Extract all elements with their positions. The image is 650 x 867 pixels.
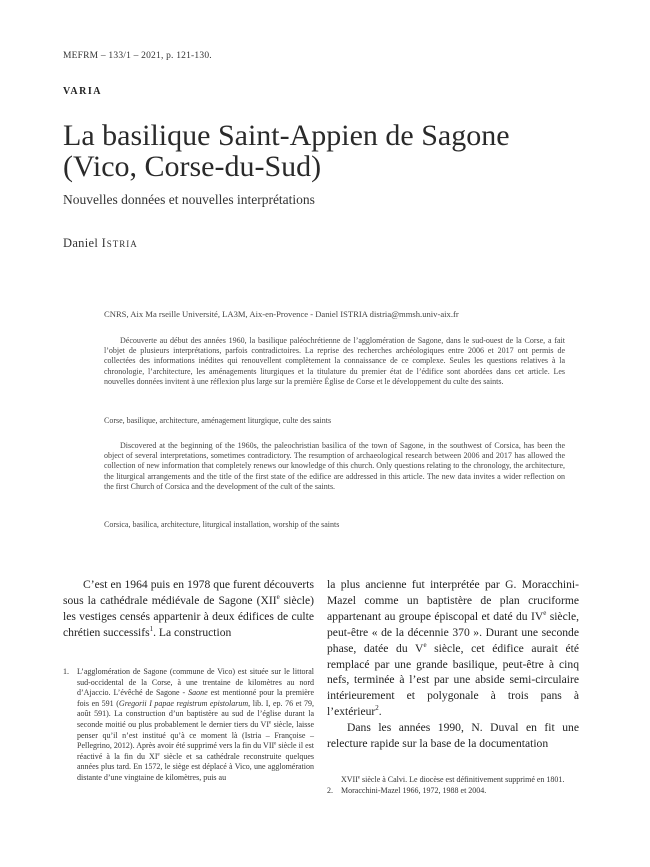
author-first-name: Daniel	[63, 236, 99, 250]
article-title-line1: La basilique Saint-Appien de Sagone	[63, 119, 510, 152]
body-paragraph: C’est en 1964 puis en 1978 que furent découverts sous la cathédrale médiévale de Sagone (XIIe siècle) les vestiges censés appartenir à deux édifices de culte chrétien successifs$^1$. La construction	[63, 578, 314, 639]
abstract-french	[104, 336, 565, 387]
footnote-1-continued: XVIIe siècle à Calvi. Le diocèse est définitivement supprimé en 1801.	[341, 775, 565, 784]
section-label: VARIA	[63, 86, 102, 97]
body-column-right	[327, 577, 579, 752]
footnote-1: 1. L’agglomération de Sagone (commune de Vico) est située sur le littoral sud-occidental de la Corse, à une trentaine de kilomètres au nord d’Ajaccio. L’évêché de Sagone - Saone est mentionné pour la première fois en 591 (Gregorii I papae registrum epistolarum, lib. I, ep. 76 et 79, août 591). La construction d’un baptistère au sud de l’église durant la seconde moitié ou plus probablement le dernier tiers du VIe siècle, laisse penser qu’il n’est institué qu’à ce moment là (Istria – Françoise – Pellegrino, 2012). Après avoir été supprimé vers la fin du VIIe siècle il est réactivé à la fin du XIe siècle et sa cathédrale reconstruite quelques années plus tard. En 1572, le siège est déplacé à Vico, une agglomération distante d’une vingtaine de kilomètres, puis au	[63, 667, 315, 782]
author-affiliation: CNRS, Aix Ma rseille Université, LA3M, Aix-en-Provence - Daniel ISTRIA distria@mmsh.univ-aix.fr	[104, 309, 459, 319]
footnote-number: 1.	[63, 667, 69, 676]
author-name	[63, 236, 138, 251]
article-subtitle: Nouvelles données et nouvelles interprétations	[63, 192, 315, 207]
article-title	[63, 120, 603, 182]
article-title-line2: (Vico, Corse-du-Sud)	[63, 150, 322, 183]
keywords-french: Corse, basilique, architecture, aménagement liturgique, culte des saints	[104, 416, 332, 425]
journal-reference: MEFRM – 133/1 – 2021, p. 121-130.	[63, 51, 212, 61]
footnote-ref-1[interactable]: 1	[149, 624, 154, 633]
abstract-french-text: Découverte au début des années 1960, la basilique paléochrétienne de l’agglomération de Sagone, dans le sud-ouest de la Corse, a fait l’objet de plusieurs interprétations, parfois contradictoires. La reprise des recherches archéologiques entre 2006 et 2017 ont permis de collectées des informations inédites qui renouvellent complètement la connaissance de ce complexe. Seules les questions relatives à la chronologie, l’architecture, les aménagements liturgiques et la titulature du premier état de l’édifice sont abordées dans cet article. Les nouvelles données invitent à une réflexion plus large sur la première Église de Corse et le développement du culte des saints.	[104, 336, 565, 386]
footnote-2: 2. Moracchini-Mazel 1966, 1972, 1988 et 2004.	[327, 785, 487, 795]
body-paragraph: la plus ancienne fut interprétée par G. Moracchini-Mazel comme un baptistère de plan cruciforme appartenant au groupe épiscopal et daté du IVe siècle, peut-être « de la décennie 370 ». Durant une seconde phase, datée du Ve siècle, cet édifice aurait été remplacé par une grande basilique, peut-être à cinq nefs, terminée à l’est par une abside semi-circulaire intérieurement et polygonale à trois pans à l’extérieur$^2$.	[327, 578, 579, 719]
footnotes-right	[327, 775, 579, 796]
body-column-left	[63, 577, 314, 641]
body-paragraph: Dans les années 1990, N. Duval en fit une relecture rapide sur la base de la documentation	[327, 721, 579, 751]
keywords-english: Corsica, basilica, architecture, liturgical installation, worship of the saints	[104, 520, 340, 529]
abstract-english	[104, 441, 565, 492]
footnote-number: 2.	[327, 785, 333, 795]
abstract-english-text: Discovered at the beginning of the 1960s, the paleochristian basilica of the town of Sagone, in the southwest of Corsica, has been the object of several interpretations, sometimes contradictory. The resumption of archaeological research between 2006 and 2017 has allowed the collection of new information that completely renews our knowledge of this church. Only questions relating to the chronology, the architecture, the liturgical arrangements and the title of the first state of the edifice are addressed in this article. The new data invites a wider reflection on the first Church of Corsica and the development of the cult of the saints.	[104, 441, 565, 491]
author-last-name: Istria	[101, 236, 138, 250]
footnote-ref-2[interactable]: 2	[375, 704, 379, 713]
